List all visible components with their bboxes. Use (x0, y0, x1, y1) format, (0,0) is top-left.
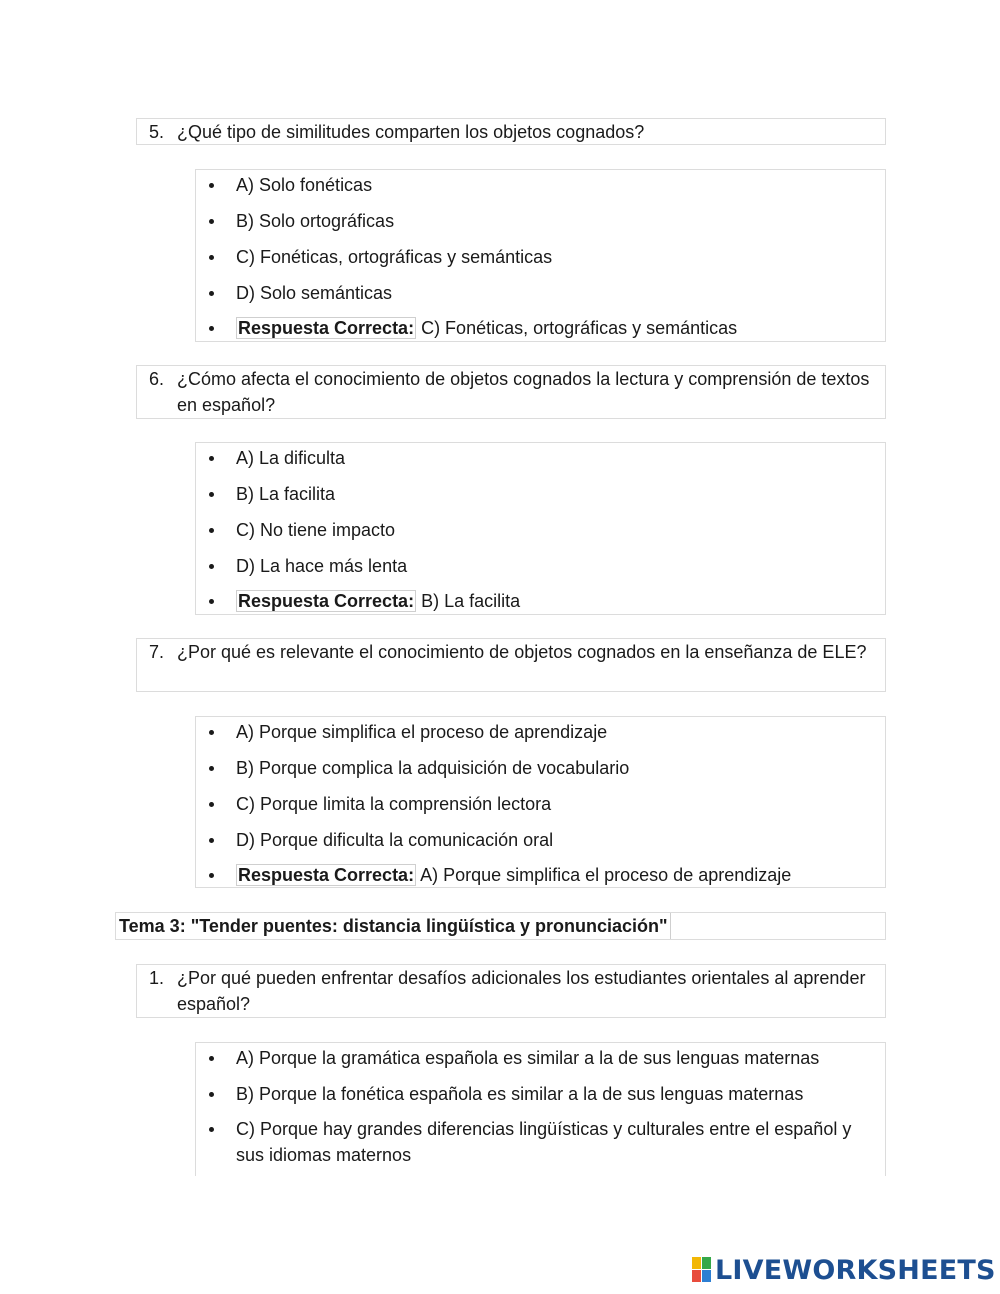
bullet-icon (209, 838, 214, 843)
logo-square (702, 1270, 711, 1282)
answer-text: B) La facilita (416, 591, 521, 611)
question-text: ¿Por qué pueden enfrentar desafíos adicionales los estudiantes orientales al aprender español? (177, 968, 866, 1014)
question-text: ¿Cómo afecta el conocimiento de objetos cognados la lectura y comprensión de textos en español? (177, 369, 870, 415)
question-number: 7. (149, 642, 165, 662)
question-text: ¿Por qué es relevante el conocimiento de objetos cognados en la enseñanza de ELE? (177, 642, 867, 662)
logo-square (702, 1257, 711, 1269)
options-list-5: A) Solo fonéticas B) Solo ortográficas C) Fonéticas, ortográficas y semánticas D) Solo semánticas Respuesta Correcta: C) Fonéticas, ortográficas y semánticas (195, 169, 886, 342)
bullet-icon (209, 255, 214, 260)
brand-name: LIVEWORKSHEETS (715, 1254, 996, 1286)
options-list-6: A) La dificulta B) La facilita C) No tiene impacto D) La hace más lenta Respuesta Correcta: B) La facilita (195, 442, 886, 615)
bullet-icon (209, 456, 214, 461)
answer-label: Respuesta Correcta: (238, 318, 415, 338)
bullet-icon (209, 873, 214, 878)
bullet-icon (209, 802, 214, 807)
bullet-icon (209, 326, 214, 331)
bullet-icon (209, 564, 214, 569)
bullet-icon (209, 1056, 214, 1061)
section-heading (115, 912, 886, 940)
answer-label: Respuesta Correcta: (238, 865, 415, 885)
question-number: 1. (149, 968, 165, 988)
bullet-icon (209, 730, 214, 735)
question-6 (136, 365, 886, 419)
question-7 (136, 638, 886, 692)
logo-mark-icon (692, 1257, 712, 1283)
answer-label: Respuesta Correcta: (238, 591, 415, 611)
bullet-icon (209, 183, 214, 188)
bullet-icon (209, 1092, 214, 1097)
section-heading-text: Tema 3: "Tender puentes: distancia lingüística y pronunciación" (119, 913, 671, 939)
bullet-icon (209, 766, 214, 771)
answer-text: A) Porque simplifica el proceso de aprendizaje (416, 865, 792, 885)
bullet-icon (209, 492, 214, 497)
options-list-7: A) Porque simplifica el proceso de aprendizaje B) Porque complica la adquisición de vocabulario C) Porque limita la comprensión lectora D) Porque dificulta la comunicación oral Respuesta Correcta: A) Porque simplifica el proceso de aprendizaje (195, 716, 886, 888)
logo-square (692, 1257, 701, 1269)
question-number: 5. (149, 122, 165, 142)
bullet-icon (209, 219, 214, 224)
liveworksheets-logo (692, 1255, 996, 1285)
bullet-icon (209, 528, 214, 533)
bullet-icon (209, 1127, 214, 1132)
answer-text: C) Fonéticas, ortográficas y semánticas (416, 318, 738, 338)
bullet-icon (209, 291, 214, 296)
question-5 (136, 118, 886, 145)
bullet-icon (209, 599, 214, 604)
question-text: ¿Qué tipo de similitudes comparten los objetos cognados? (177, 122, 645, 142)
tema-question-1 (136, 964, 886, 1018)
options-list-tema-1: A) Porque la gramática española es similar a la de sus lenguas maternas B) Porque la fonética española es similar a la de sus lenguas maternas C) Porque hay grandes diferencias lingüísticas y culturales entre el español y sus idiomas maternos (195, 1042, 886, 1176)
logo-square (692, 1270, 701, 1282)
question-number: 6. (149, 369, 165, 389)
